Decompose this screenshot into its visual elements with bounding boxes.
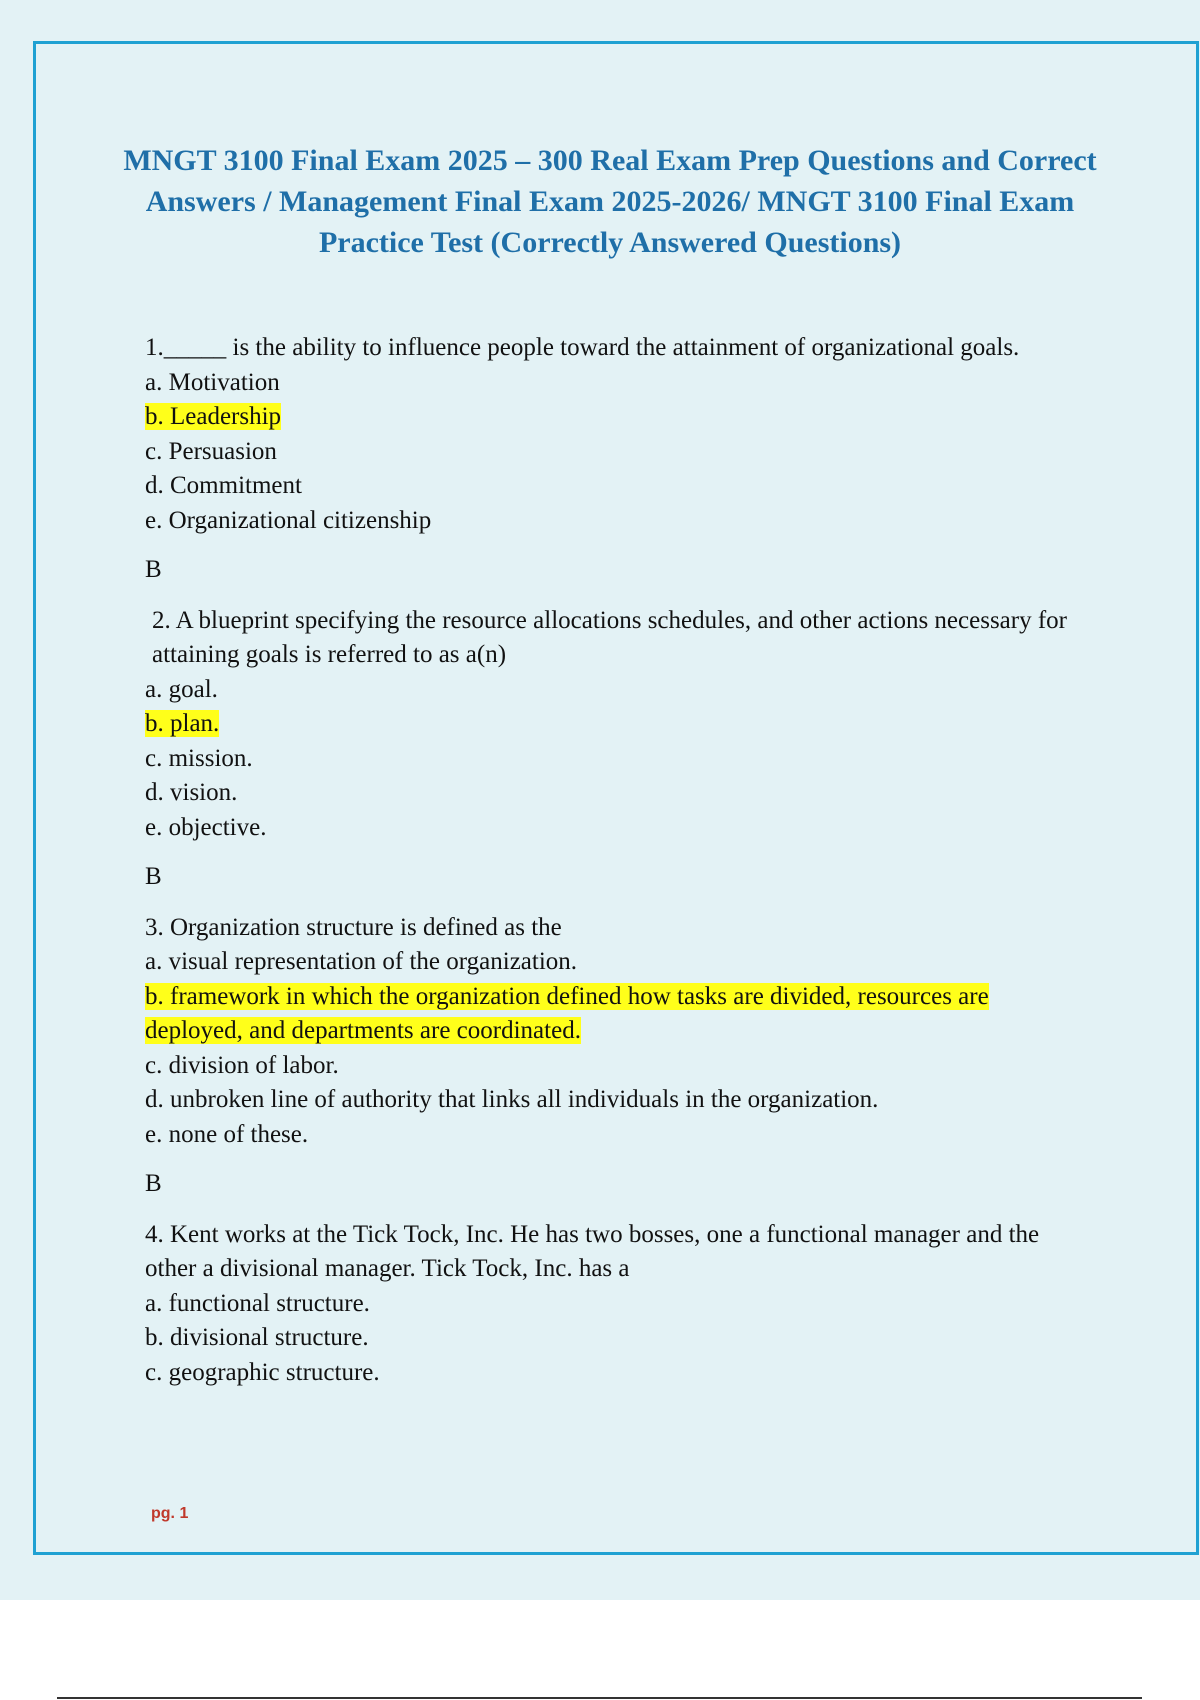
question-stem: 1._____ is the ability to influence people toward the attainment of organizational goals.: [145, 334, 1020, 361]
answer-key: B: [145, 863, 162, 890]
option-d: d. vision.: [145, 779, 238, 806]
question-list: [145, 331, 1075, 1390]
option-a: a. functional structure.: [145, 1289, 370, 1317]
option-e: e. Organizational citizenship: [145, 506, 432, 534]
answer-key: B: [145, 556, 162, 583]
option-b-highlighted: b. plan.: [145, 710, 220, 737]
option-c: c. division of labor.: [145, 1051, 339, 1079]
question-1: [145, 331, 1075, 588]
question-3: [145, 911, 1075, 1202]
option-b-highlighted: b. Leadership: [145, 403, 282, 430]
question-stem: 4. Kent works at the Tick Tock, Inc. He has two bosses, one a functional manager and the other a divisional manager. Tick Tock, Inc. has a: [145, 1220, 1040, 1282]
option-d: d. unbroken line of authority that links all individuals in the organization.: [145, 1086, 879, 1113]
option-c: c. mission.: [145, 744, 253, 772]
option-a: a. visual representation of the organization.: [145, 948, 578, 975]
question-2: [145, 604, 1075, 895]
document-title: MNGT 3100 Final Exam 2025 – 300 Real Exam Prep Questions and Correct Answers / Management Final Exam 2025-2026/ MNGT 3100 Final Exam Practice Test (Correctly Answered Questions): [123, 144, 1097, 259]
question-stem: 3. Organization structure is defined as the: [145, 913, 562, 941]
option-c: c. Persuasion: [145, 437, 277, 465]
option-e: e. none of these.: [145, 1120, 309, 1148]
option-b: b. divisional structure.: [145, 1324, 369, 1351]
option-d: d. Commitment: [145, 472, 302, 499]
option-a: a. goal.: [145, 675, 218, 703]
question-stem: 2. A blueprint specifying the resource allocations schedules, and other actions necessary for attaining goals is referred to as a(n): [152, 606, 1067, 668]
question-4: [145, 1218, 1075, 1391]
option-a: a. Motivation: [145, 368, 280, 396]
page-number: pg. 1: [151, 1505, 189, 1522]
option-e: e. objective.: [145, 813, 267, 841]
answer-key: B: [145, 1170, 162, 1197]
option-c: c. geographic structure.: [145, 1358, 380, 1386]
option-b-highlighted: b. framework in which the organization defined how tasks are divided, resources are deployed, and departments are coordinated.: [145, 982, 989, 1044]
footer-divider: [57, 1697, 1142, 1699]
